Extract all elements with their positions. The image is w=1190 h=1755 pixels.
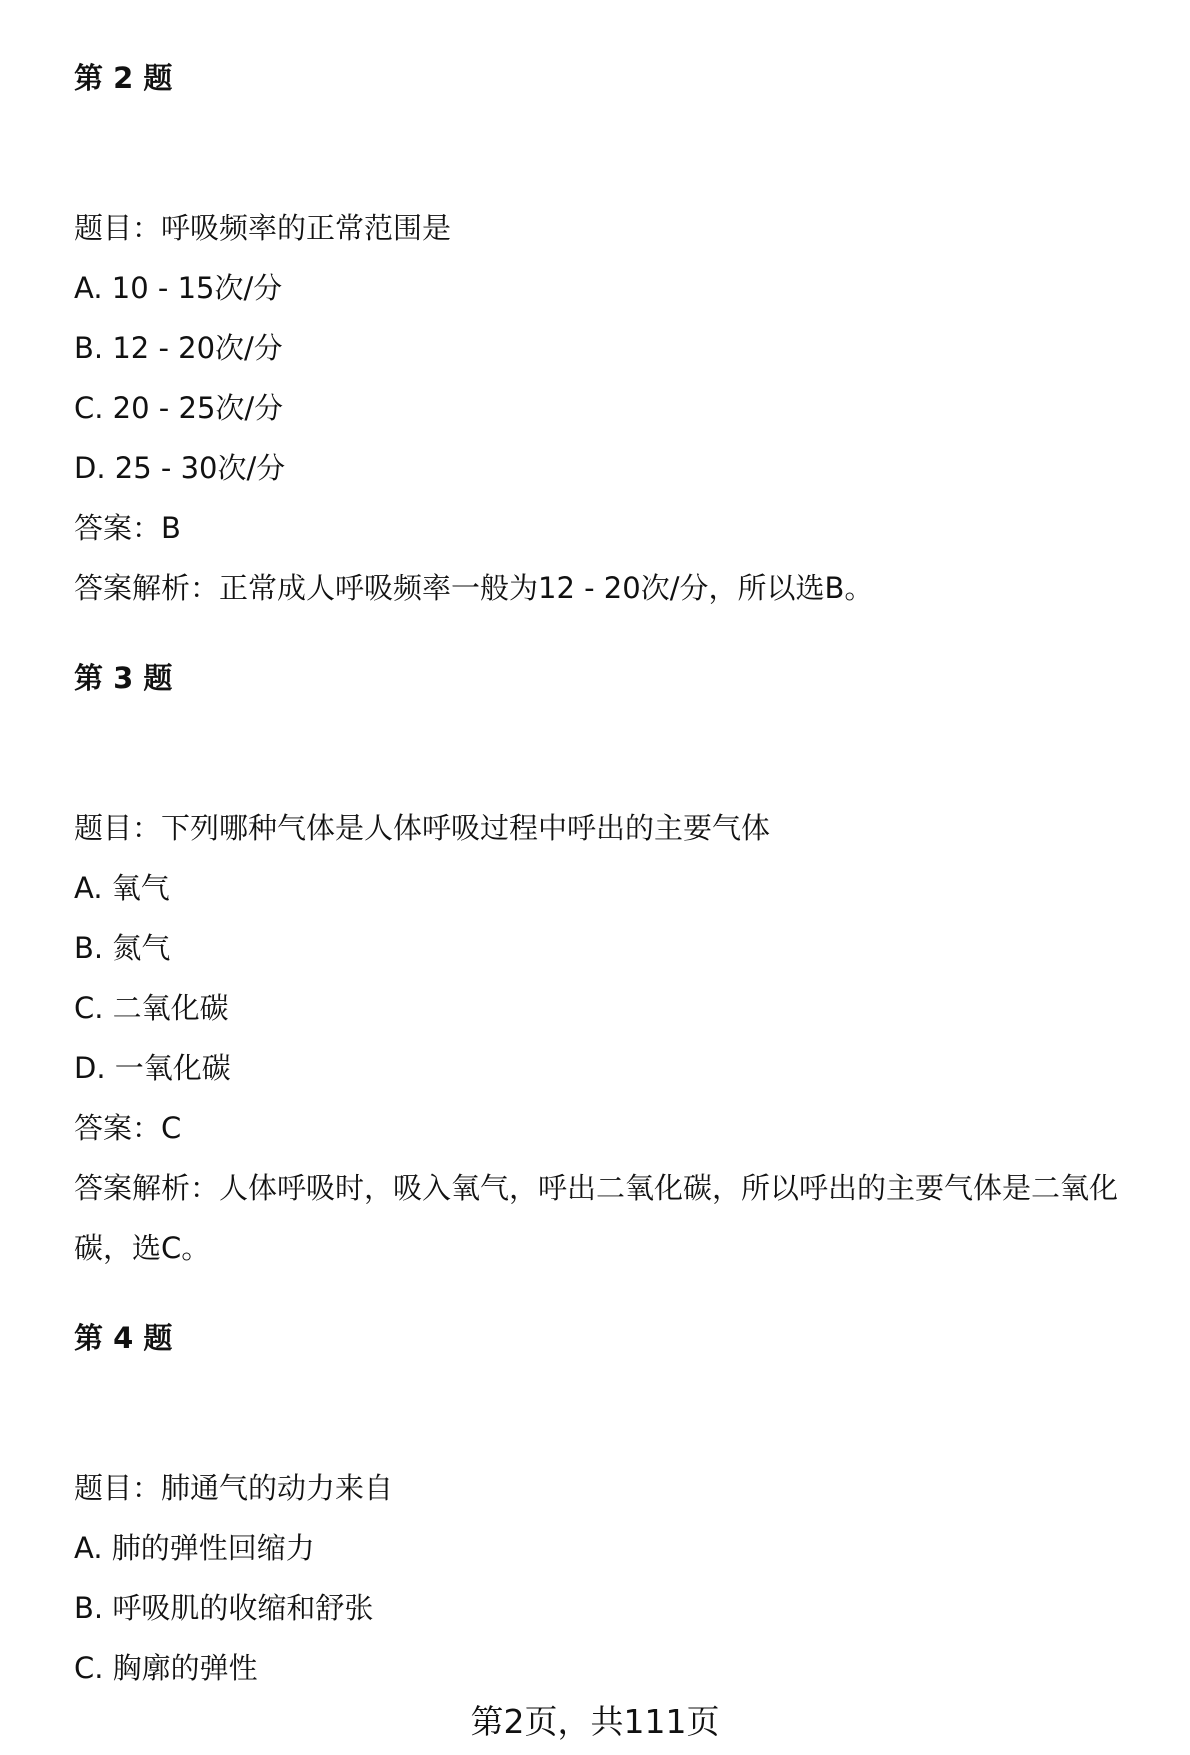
option-c: C. 二氧化碳 xyxy=(74,991,229,1025)
question-heading: 第 4 题 xyxy=(74,1321,173,1355)
option-b: B. 呼吸肌的收缩和舒张 xyxy=(74,1591,374,1625)
option-b: B. 氮气 xyxy=(74,931,171,965)
option-c: C. 胸廓的弹性 xyxy=(74,1651,258,1685)
answer-analysis: 答案解析：人体呼吸时，吸入氧气，呼出二氧化碳，所以呼出的主要气体是二氧化碳，选C。 xyxy=(74,1171,1119,1265)
page-footer: 第2页，共111页 xyxy=(470,1702,720,1741)
question-stem: 题目：呼吸频率的正常范围是 xyxy=(74,211,452,245)
question-heading: 第 3 题 xyxy=(74,661,173,695)
option-c: C. 20 - 25次/分 xyxy=(74,391,284,425)
option-a: A. 肺的弹性回缩力 xyxy=(74,1531,315,1565)
option-b: B. 12 - 20次/分 xyxy=(74,331,283,365)
option-a: A. 氧气 xyxy=(74,871,170,905)
answer-analysis: 答案解析：正常成人呼吸频率一般为12 - 20次/分，所以选B。 xyxy=(74,571,874,605)
option-a: A. 10 - 15次/分 xyxy=(74,271,283,305)
option-d: D. 一氧化碳 xyxy=(74,1051,231,1085)
answer: 答案：C xyxy=(74,1111,182,1145)
question-stem: 题目：肺通气的动力来自 xyxy=(74,1471,394,1505)
question-heading: 第 2 题 xyxy=(74,61,173,95)
answer: 答案：B xyxy=(74,511,181,545)
question-stem: 题目：下列哪种气体是人体呼吸过程中呼出的主要气体 xyxy=(74,811,771,845)
option-d: D. 25 - 30次/分 xyxy=(74,451,286,485)
